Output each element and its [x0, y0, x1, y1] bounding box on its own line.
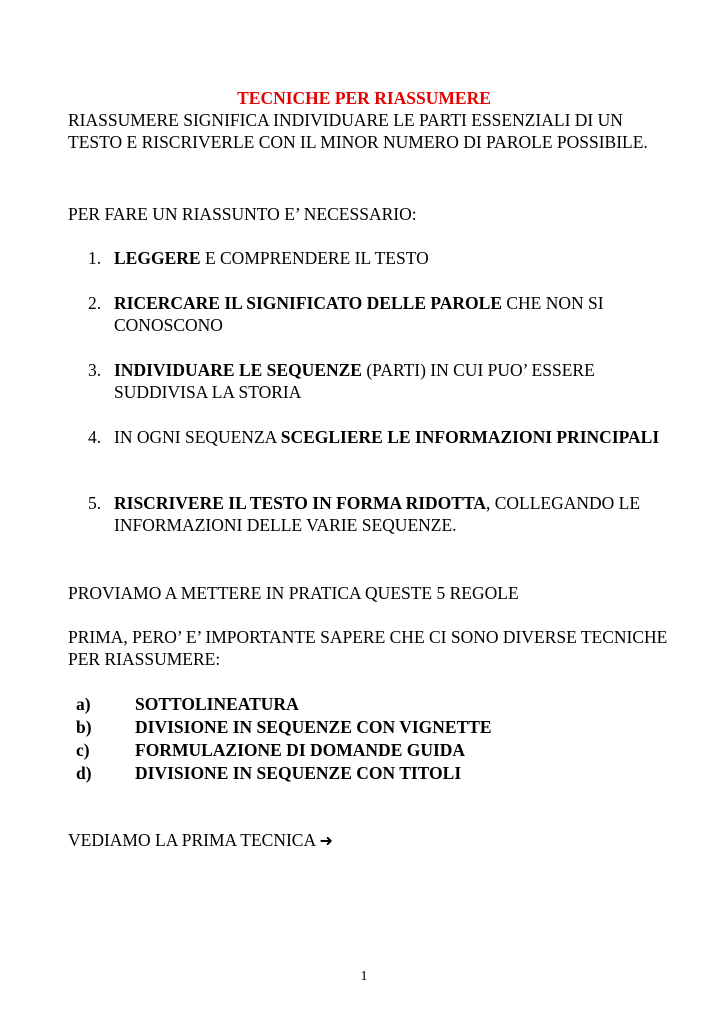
step-text [114, 492, 674, 536]
right-arrow-icon: ➜ [319, 831, 333, 850]
step-rest: (PARTI) IN CUI PUO’ ESSERE SUDDIVISA LA STORIA [114, 360, 595, 402]
technique-text: DIVISIONE IN SEQUENZE CON VIGNETTE [135, 717, 492, 737]
step-bold: LEGGERE [114, 248, 201, 268]
step-number: 1. [88, 248, 102, 268]
step-bold: RICERCARE IL SIGNIFICATO DELLE PAROLE [114, 293, 502, 313]
step-number: 5. [88, 493, 102, 513]
page-number: 1 [360, 969, 368, 984]
step-text [114, 359, 674, 403]
intro-paragraph: RIASSUMERE SIGNIFICA INDIVIDUARE LE PARTI ESSENZIALI DI UN TESTO E RISCRIVERLE CON IL MINOR NUMERO DI PAROLE POSSIBILE. [68, 110, 648, 152]
lead-paragraph: PER FARE UN RIASSUNTO E’ NECESSARIO: [68, 204, 417, 224]
step-text [114, 426, 674, 448]
step-bold: RISCRIVERE IL TESTO IN FORMA RIDOTTA [114, 493, 486, 513]
practice-paragraph: PROVIAMO A METTERE IN PRATICA QUESTE 5 REGOLE [68, 583, 519, 603]
step-number: 4. [88, 427, 102, 447]
technique-text: DIVISIONE IN SEQUENZE CON TITOLI [135, 763, 462, 783]
step-rest: , COLLEGANDO LE INFORMAZIONI DELLE VARIE SEQUENZE. [114, 493, 641, 535]
technique-text: FORMULAZIONE DI DOMANDE GUIDA [135, 740, 466, 760]
step-bold: SCEGLIERE LE INFORMAZIONI PRINCIPALI [280, 427, 660, 447]
technique-label: b) [76, 717, 92, 737]
technique-label: c) [76, 740, 90, 760]
step-text [114, 247, 674, 269]
step-pre: IN OGNI SEQUENZA [114, 427, 281, 447]
step-rest: CHE NON SI CONOSCONO [114, 293, 604, 335]
technique-text: SOTTOLINEATURA [135, 694, 299, 714]
technique-label: a) [76, 694, 91, 714]
closing-text: VEDIAMO LA PRIMA TECNICA [68, 830, 316, 850]
technique-label: d) [76, 763, 92, 783]
step-text [114, 292, 674, 336]
page-title: TECNICHE PER RIASSUMERE [237, 88, 491, 108]
techniques-intro: PRIMA, PERO’ E’ IMPORTANTE SAPERE CHE CI SONO DIVERSE TECNICHE PER RIASSUMERE: [68, 627, 668, 669]
step-number: 3. [88, 360, 102, 380]
step-number: 2. [88, 293, 102, 313]
step-bold: INDIVIDUARE LE SEQUENZE [114, 360, 362, 380]
closing-paragraph [68, 829, 668, 852]
step-rest: E COMPRENDERE IL TESTO [200, 248, 429, 268]
